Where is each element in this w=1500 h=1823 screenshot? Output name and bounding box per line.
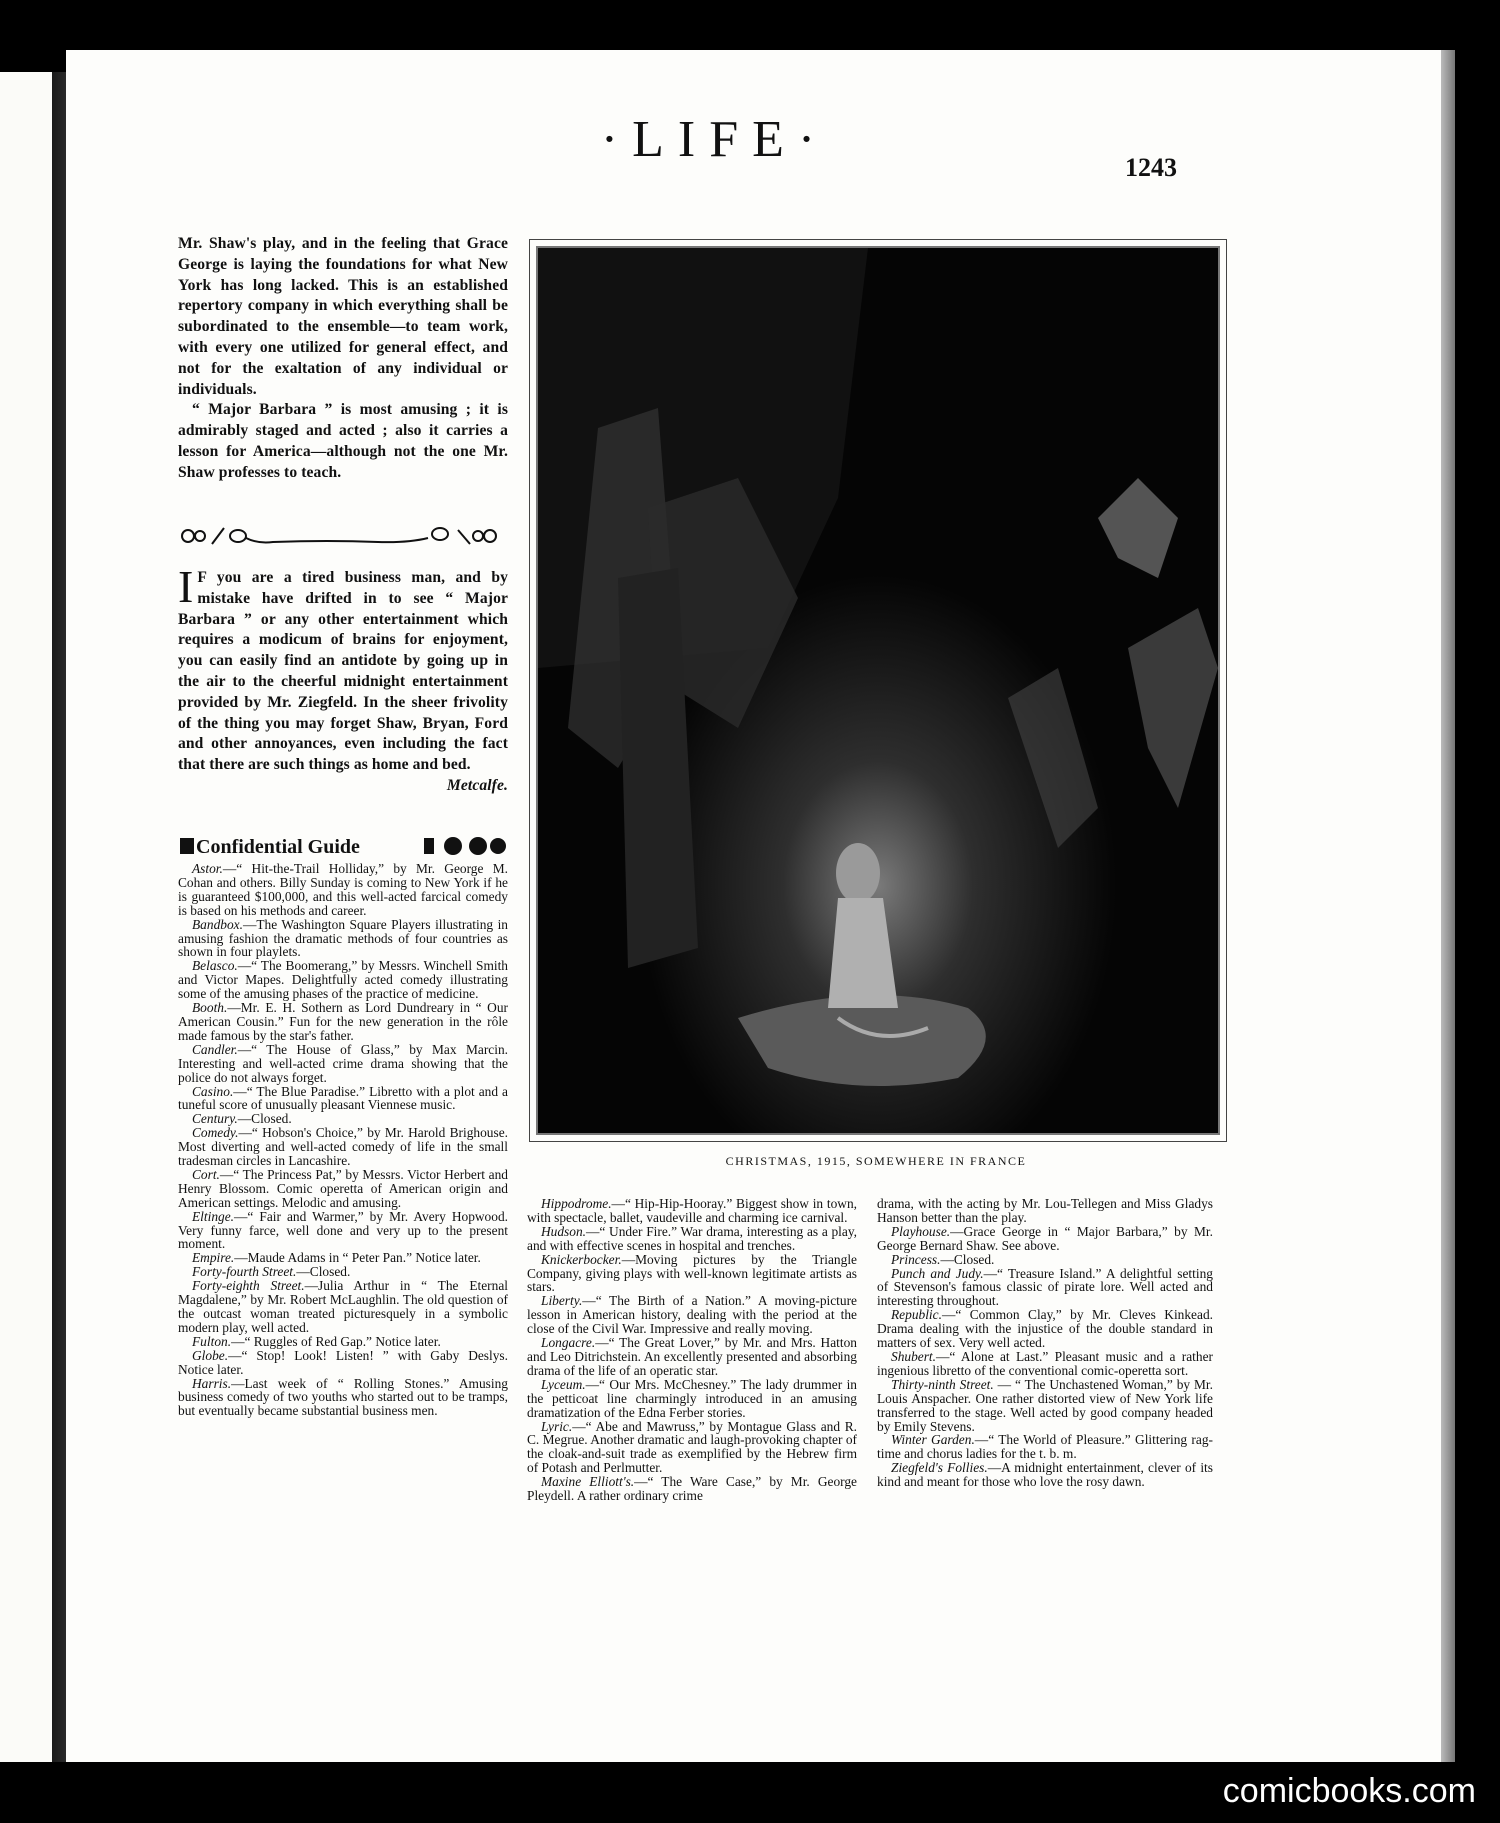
show-description: —“ Stop! Look! Listen! ” with Gaby Deslys. Notice later. [178,1347,508,1377]
war-photograph [536,246,1220,1135]
guide-entry [178,959,508,1001]
guide-entry [527,1294,857,1336]
review-column-continued [178,561,508,797]
show-description: —Closed. [296,1264,351,1280]
guide-entry [527,1420,857,1476]
show-description: —Closed. [940,1251,995,1267]
theatre-name: Belasco. [192,958,238,974]
theatre-name: Booth. [192,1000,228,1016]
show-description: — “ The Unchastened Woman,” by Mr. Louis Anspacher. One rather distorted view of New York life transferred to the stage. Well acted by good company headed by Emily Stevens. [877,1376,1213,1434]
drop-cap: I [178,561,194,612]
show-description: —“ Treasure Island.” A delightful setting of Stevenson's famous classic of pirate lore. Well acted and interesting throughout. [877,1265,1213,1309]
show-description: —“ The Ware Case,” by Mr. George Pleydell. A rather ordinary crime [527,1474,857,1504]
theatre-name: Hippodrome. [541,1196,612,1211]
review-column [178,234,508,484]
guide-entry [178,1001,508,1043]
guide-entry [527,1253,857,1295]
theatre-name: Century. [192,1111,238,1127]
theatre-name: Knickerbocker. [541,1251,622,1267]
theatre-name: Winter Garden. [891,1432,975,1448]
page-right-edge [1441,50,1455,1762]
chain-ornament [178,522,498,550]
show-description: —“ Hit-the-Trail Holliday,” by Mr. George M. Cohan and others. Billy Sunday is coming to New York if he is guaranteed $100,000, and this well-acted farcical comedy is based on his methods and career. [178,861,508,918]
guide-column-3 [877,1197,1213,1489]
theatre-name: Shubert. [891,1348,937,1364]
theatre-name: Lyceum. [541,1376,586,1392]
previous-page-edge [0,72,52,1762]
guide-entry [877,1308,1213,1350]
show-description: —“ Hobson's Choice,” by Mr. Harold Brighouse. Most diverting and well-acted comedy of life in the small tradesman circles in Lancashire. [178,1125,508,1169]
show-description: —A midnight entertainment, clever of its kind and meant for those who love the rosy dawn. [877,1460,1213,1490]
guide-entry [178,1126,508,1168]
show-description: —Moving pictures by the Triangle Company, giving plays with well-known legitimate artists as stars. [527,1251,857,1295]
guide-entry [178,862,508,918]
theatre-name: Maxine Elliott's. [541,1474,635,1490]
guide-entry [178,918,508,960]
theatre-name: Casino. [192,1083,234,1099]
guide-entry [527,1378,857,1420]
theatre-name: Princess. [891,1251,941,1267]
show-description: —“ Alone at Last.” Pleasant music and a rather ingenious libretto of the conventional comic-operetta sort. [877,1348,1213,1378]
show-description: —“ The Birth of a Nation.” A moving-picture lesson in American history, dealing with the period at the close of the Civil War. Impressive and really moving. [527,1293,857,1337]
show-description: —Last week of “ Rolling Stones.” Amusing business comedy of two youths who started out to be tramps, but eventually became substantial business men. [178,1375,508,1419]
guide-column-2 [527,1197,857,1503]
show-description: —“ The Boomerang,” by Messrs. Winchell Smith and Victor Mapes. Delightfully acted comedy illustrating some of the amusing phases of the practice of medicine. [178,958,508,1002]
theatre-name: Liberty. [541,1293,583,1309]
theatre-name: Harris. [192,1375,232,1391]
theatre-name: Comedy. [192,1125,239,1141]
show-description: —“ Under Fire.” War drama, interesting as a play, and with effective scenes in hospital and trenches. [527,1223,857,1253]
theatre-name: Lyric. [541,1418,573,1434]
theatre-name: Forty-fourth Street. [192,1264,297,1280]
theatre-name: Candler. [192,1041,238,1057]
theatre-name: Hudson. [541,1223,587,1239]
guide-entry [877,1461,1213,1489]
show-description: —“ The House of Glass,” by Max Marcin. Interesting and well-acted crime drama showing that the police do not always forget. [178,1041,508,1085]
guide-entry [877,1350,1213,1378]
show-description: —Maude Adams in “ Peter Pan.” Notice later. [234,1250,481,1266]
guide-entry [877,1433,1213,1461]
author-signature: Metcalfe. [446,776,508,794]
show-description: —“ Common Clay,” by Mr. Cleves Kinkead. Drama dealing with the injustice of the double standard in matters of sex. Very well acted. [877,1307,1213,1351]
guide-entry [178,1043,508,1085]
guide-entry [178,1335,508,1349]
show-description: —Mr. E. H. Sothern as Lord Dundreary in “ Our American Cousin.” Fun for the new generation in the rôle made famous by the star's father. [178,1000,508,1043]
theatre-name: Longacre. [541,1335,596,1351]
review-paragraph-3: F you are a tired business man, and by mistake have drifted in to see “ Major Barbara ” or any other entertainment which requires a modicum of brains for enjoyment, you can easily find an antidote by going up in the air to the cheerful midnight entertainment provided by Mr. Ziegfeld. In the sheer frivolity of the thing you may forget Shaw, Bryan, Ford and other annoyances, even including the fact that there are such things as home and bed. [178,569,508,774]
guide-entry [877,1378,1213,1434]
show-description: —“ The Blue Paradise.” Libretto with a plot and a tuneful score of unusually pleasant Viennese music. [178,1083,508,1113]
show-description: —“ The Great Lover,” by Mr. and Mrs. Hatton and Leo Ditrichstein. An excellently presented and absorbing drama of the life of an operatic star. [527,1335,857,1378]
show-description: —“ Ruggles of Red Gap.” Notice later. [231,1333,441,1349]
theatre-name: Eltinge. [192,1208,235,1224]
page-gutter-shadow [52,72,66,1762]
review-paragraph-2: “ Major Barbara ” is most amusing ; it is admirably staged and acted ; also it carries a lesson for America—although not the one Mr. Shaw professes to teach. [178,401,508,481]
guide-entry [877,1267,1213,1309]
show-description: —Julia Arthur in “ The Eternal Magdalene,” by Mr. Robert McLaughlin. The old question of the outcast woman treated picturesquely in a symbolic modern play, well acted. [178,1278,508,1335]
show-description: —“ The World of Pleasure.” Glittering rag-time and chorus ladies for the t. b. m. [877,1432,1213,1462]
guide-entry-continued: drama, with the acting by Mr. Lou-Tellegen and Miss Gladys Hanson better than the play. [877,1196,1213,1225]
show-description: —“ The Princess Pat,” by Messrs. Victor Herbert and Henry Blossom. Comic operetta of American origin and American settings. Melodic and amusing. [178,1166,508,1210]
guide-entry [527,1197,857,1225]
confidential-guide-heading [178,828,508,862]
photo-caption: CHRISTMAS, 1915, SOMEWHERE IN FRANCE [725,1154,1027,1168]
theatre-name: Bandbox. [192,916,243,932]
guide-entry [178,1112,508,1126]
theatre-name: Cort. [192,1166,220,1182]
review-paragraph-1: Mr. Shaw's play, and in the feeling that Grace George is laying the foundations for what New York has long lacked. This is an established repertory company in which everything shall be subordinated to the ensemble—to team work, with every one utilized for general effect, and not for the exaltation of any individual or individuals. [178,235,508,398]
guide-entry [178,1251,508,1265]
theatre-name: Ziegfeld's Follies. [891,1460,988,1476]
theatre-name: Thirty-ninth Street. [891,1376,994,1392]
guide-entry [178,1168,508,1210]
guide-heading-text: Confidential Guide [196,836,360,858]
theatre-name: Fulton. [192,1333,232,1349]
theatre-name: Playhouse. [891,1223,951,1239]
theatre-name: Republic. [891,1307,942,1323]
guide-entry [527,1336,857,1378]
show-description: —“ Abe and Mawruss,” by Montague Glass and R. C. Megrue. Another dramatic and laugh-provoking chapter of the cloak-and-suit trade as exemplified by the Hebrew firm of Potash and Perlmutter. [527,1418,857,1476]
show-description: —Closed. [237,1111,292,1127]
page-number: 1243 [1125,153,1177,182]
guide-entry [178,1265,508,1279]
theatre-name: Astor. [192,861,223,876]
show-description: —The Washington Square Players illustrating in amusing fashion the dramatic methods of four countries as shown in four playlets. [178,916,508,960]
show-description: —“ Fair and Warmer,” by Mr. Avery Hopwood. Very funny farce, well done and very up to the present moment. [178,1208,508,1252]
masthead-title: ·LIFE· [600,111,830,168]
guide-column-1 [178,862,508,1418]
guide-entry [178,1349,508,1377]
theatre-name: Forty-eighth Street. [192,1278,305,1294]
guide-entry [178,1085,508,1113]
guide-entry [178,1210,508,1252]
guide-entry [877,1225,1213,1253]
show-description: —“ Our Mrs. McChesney.” The lady drummer in the petticoat line charmingly introduced in an amusing dramatization of the Edna Ferber stories. [527,1376,857,1420]
guide-entry [178,1279,508,1335]
watermark: comicbooks.com [1222,1772,1476,1810]
show-description: —“ Hip-Hip-Hooray.” Biggest show in town, with spectacle, ballet, vaudeville and charming ice carnival. [527,1196,857,1225]
guide-entry [527,1225,857,1253]
guide-entry [877,1253,1213,1267]
theatre-name: Globe. [192,1347,229,1363]
guide-entry [178,1377,508,1419]
theatre-name: Empire. [192,1250,235,1266]
guide-entry [527,1475,857,1503]
photograph-image [538,248,1218,1133]
theatre-name: Punch and Judy. [891,1265,984,1281]
show-description: —Grace George in “ Major Barbara,” by Mr. George Bernard Shaw. See above. [877,1223,1213,1253]
